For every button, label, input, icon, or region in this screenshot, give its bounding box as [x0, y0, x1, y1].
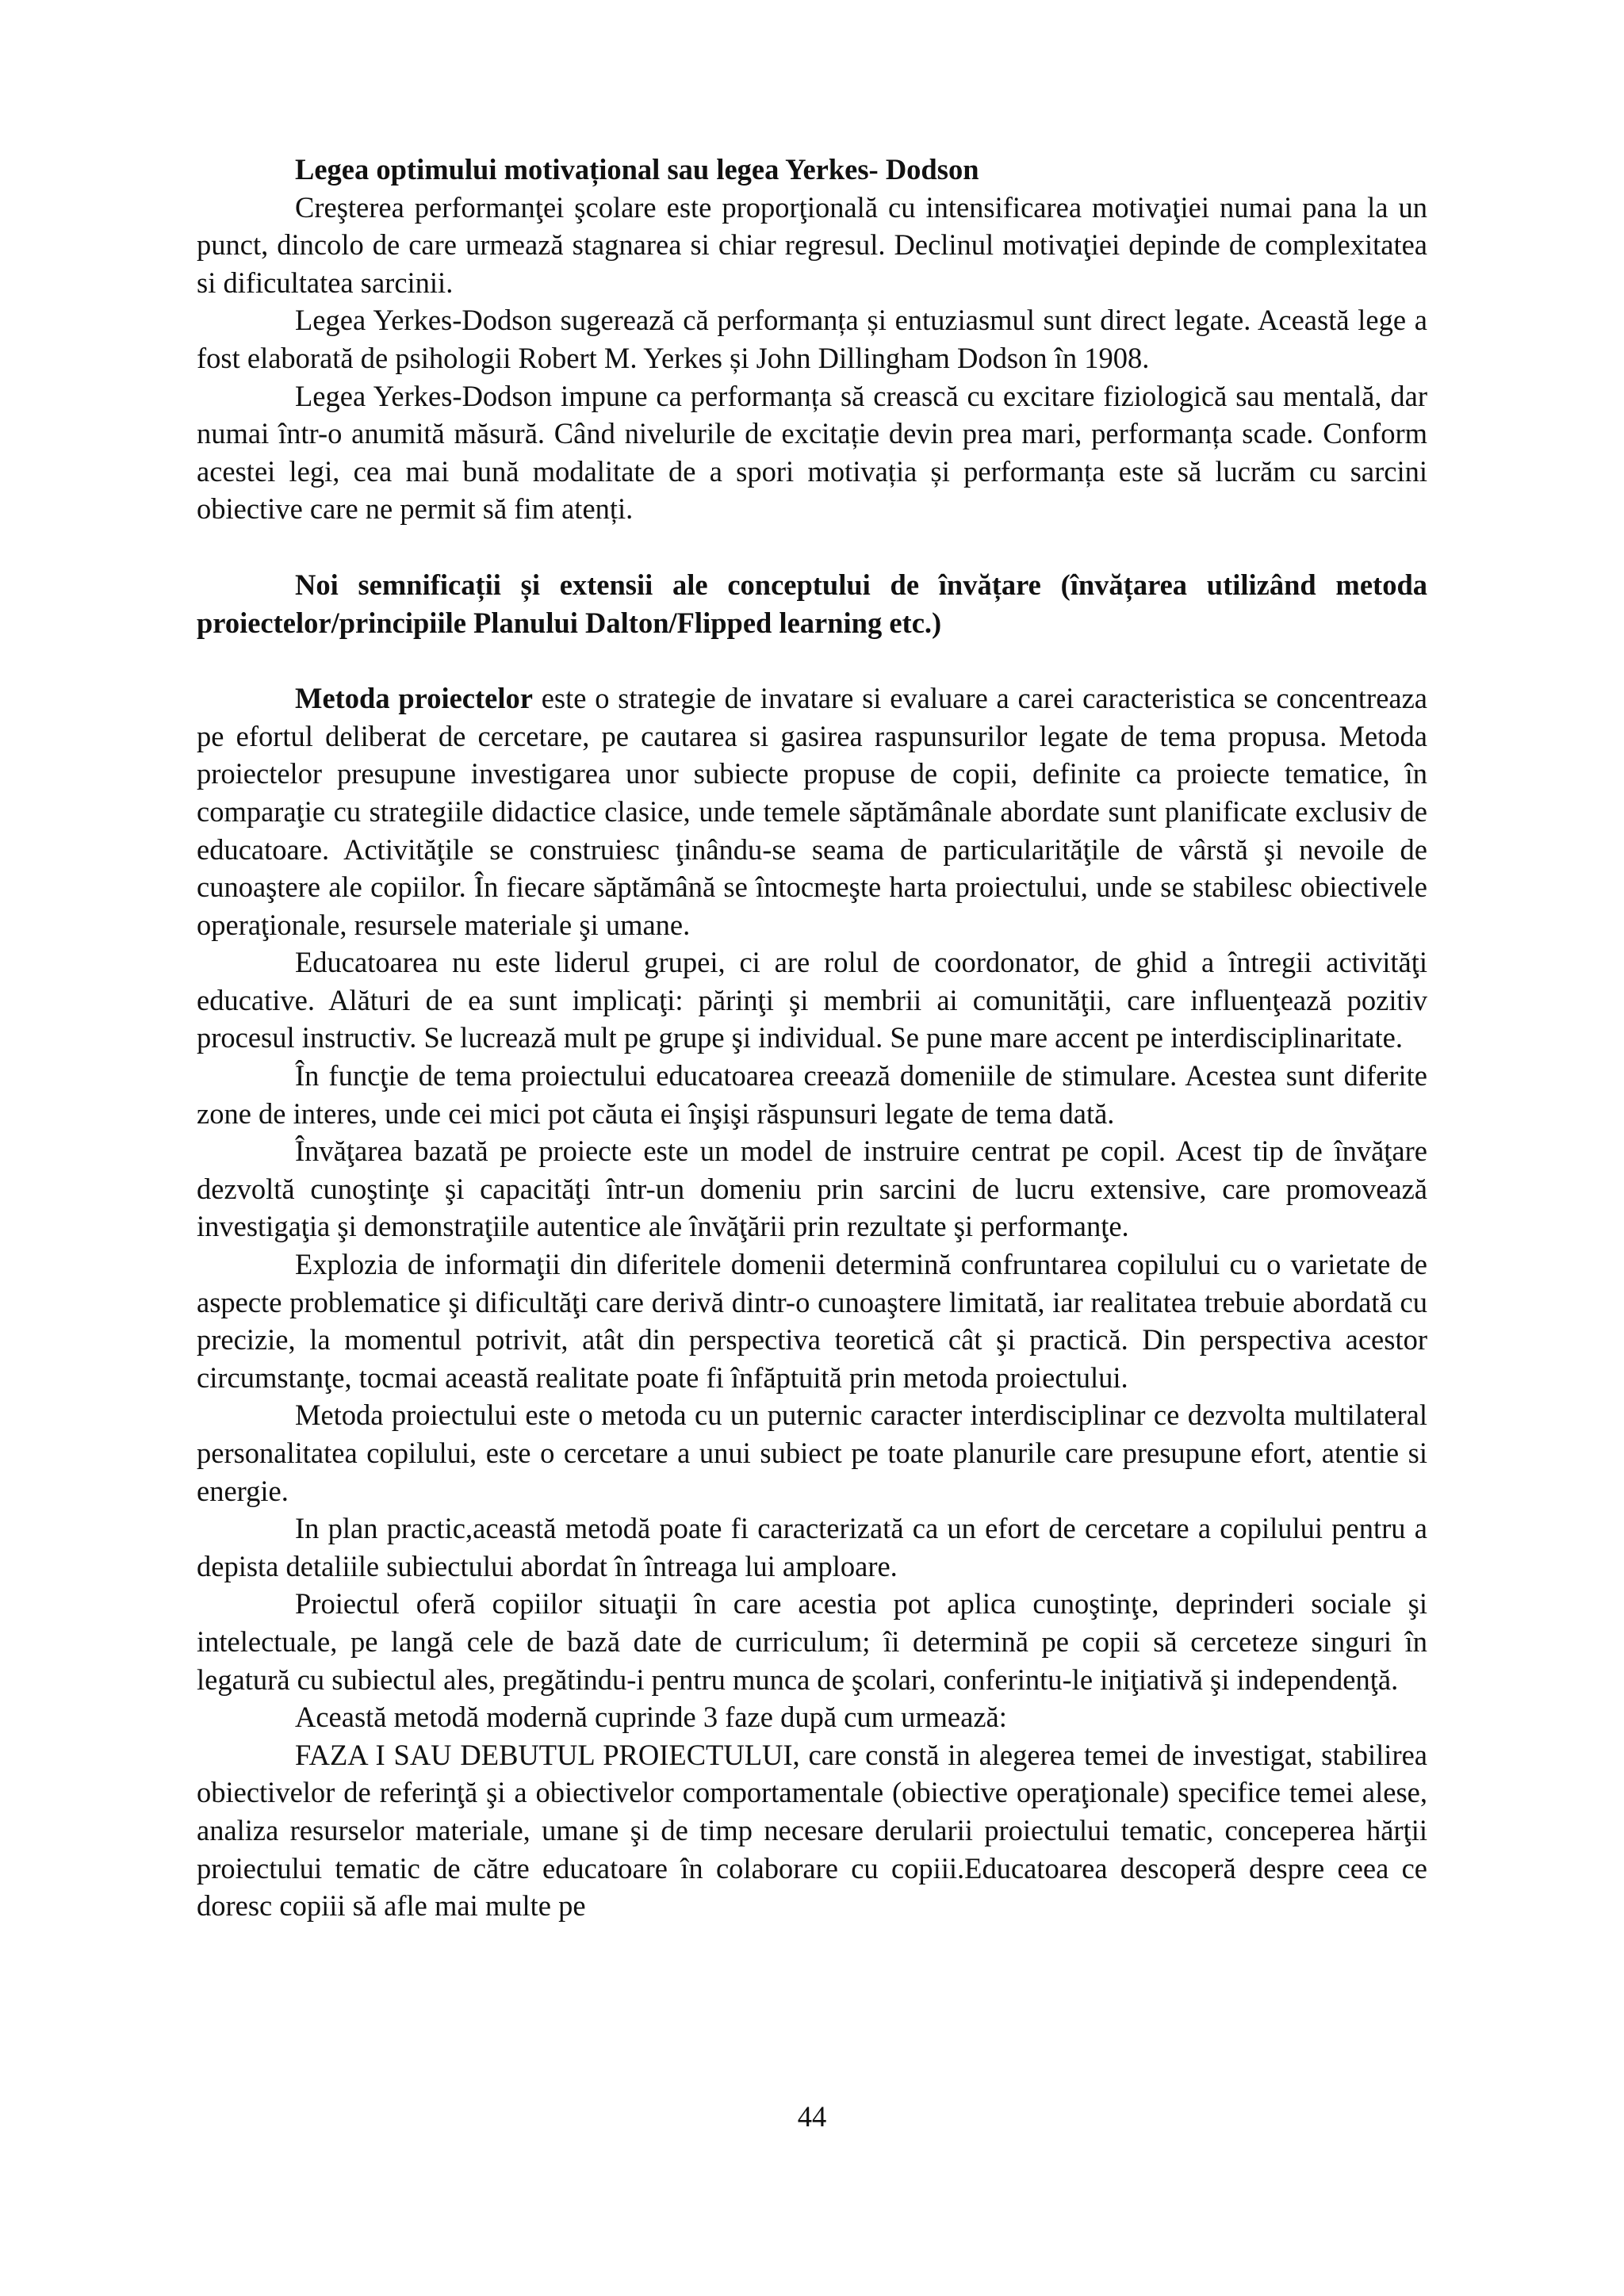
paragraph: În funcţie de tema proiectului educatoarea creează domeniile de stimulare. Acestea sunt diferite zone de interes, unde cei mici pot căuta ei înşişi răspunsuri legate de tema dată. — [197, 1059, 1427, 1130]
paragraph: Această metodă modernă cuprinde 3 faze după cum urmează: — [295, 1701, 1007, 1734]
paragraph: Proiectul oferă copiilor situaţii în care acestia pot aplica cunoştinţe, deprinderi sociale şi intelectuale, pe langă cele de bază date de curriculum; îi determină pe copii să cerceteze singuri în legatură cu subiectul ales, pregătindu-i pentru munca de şcolari, conferintu-le iniţiativă şi independenţă. — [197, 1587, 1427, 1696]
paragraph: Educatoarea nu este liderul grupei, ci are rolul de coordonator, de ghid a întregii activităţi educative. Alături de ea sunt implicaţi: părinţi şi membrii ai comunităţii, care influenţează pozitiv procesul instructiv. Se lucrează mult pe grupe şi individual. Se pune mare accent pe interdisciplinaritate. — [197, 946, 1427, 1054]
paragraph: Metoda proiectului este o metoda cu un puternic caracter interdisciplinar ce dezvolta multilateral personalitatea copilului, este o cercetare a unui subiect pe toate planurile care presupune efort, atentie si energie. — [197, 1399, 1427, 1507]
paragraph: Legea Yerkes-Dodson impune ca performanța să crească cu excitare fiziologică sau mentală, dar numai într-o anumită măsură. Când nivelurile de excitație devin prea mari, performanța scade. Conform acestei legi, cea mai bună modalitate de a spori motivația și performanța este să lucrăm cu sarcini obiective care ne permit să fim atenți. — [197, 379, 1427, 526]
paragraph: Explozia de informaţii din diferitele domenii determină confruntarea copilului cu o varietate de aspecte problematice şi dificultăţi care derivă dintr-o cunoaştere limitată, iar realitatea trebuie abordată cu precizie, la momentul potrivit, atât din perspectiva teoretică cât şi practică. Din perspectiva acestor circumstanţe, tocmai această realitate poate fi înfăptuită prin metoda proiectului. — [197, 1248, 1427, 1394]
paragraph-text: este o strategie de invatare si evaluare a carei caracteristica se concentreaza pe efortul deliberat de cercetare, pe cautarea si gasirea raspunsurilor legate de tema propusa. Metoda proiectelor presupune investigarea unor subiecte propuse de copii, definite ca proiecte tematice, în comparaţie cu strategiile didactice clasice, unde temele săptămânale abordate sunt planificate exclusiv de educatoare. Activităţile se construiesc ţinându-se seama de particularităţile de vârstă şi nevoile de cunoaştere ale copiilor. În fiecare săptămână se întocmeşte harta proiectului, unde se stabilesc obiectivele operaţionale, resursele materiale şi umane. — [197, 682, 1428, 941]
paragraph-project-method — [197, 679, 1427, 943]
bold-term: Metoda proiectelor — [295, 682, 533, 715]
paragraph: Creşterea performanţei şcolare este proporţională cu intensificarea motivaţiei numai pana la un punct, dincolo de care urmează stagnarea si chiar regresul. Declinul motivaţiei depinde de complexitatea si dificultatea sarcinii. — [197, 190, 1427, 299]
paragraph: Învăţarea bazată pe proiecte este un model de instruire centrat pe copil. Acest tip de învăţare dezvoltă cunoştinţe şi capacităţi într-un domeniu prin sarcini de lucru extensive, care promovează investigaţia şi demonstraţiile autentice ale învăţării prin rezultate şi performanţe. — [197, 1135, 1427, 1243]
paragraph: In plan practic,această metodă poate fi caracterizată ca un efort de cercetare a copilului pentru a depista detaliile subiectului abordat în întreaga lui amploare. — [197, 1512, 1427, 1582]
paragraph: FAZA I SAU DEBUTUL PROIECTULUI, care constă in alegerea temei de investigat, stabilirea obiectivelor de referinţă şi a obiectivelor comportamentale (obiective operaţionale) specifice temei alese, analiza resurselor materiale, umane şi de timp necesare derularii proiectului tematic, conceperea hărţii proiectului tematic de către educatoare în colaborare cu copiii.Educatoarea descoperă despre ceea ce doresc copiii să afle mai multe pe — [197, 1738, 1427, 1923]
section-heading-yerkes-dodson: Legea optimului motivațional sau legea Yerkes- Dodson — [295, 153, 979, 186]
paragraph: Legea Yerkes-Dodson sugerează că performanța și entuziasmul sunt direct legate. Această lege a fost elaborată de psihologii Robert M. Yerkes și John Dillingham Dodson în 1908. — [197, 304, 1427, 374]
document-page — [197, 151, 1427, 1925]
page-number: 44 — [797, 2100, 827, 2133]
section-heading-learning-concepts: Noi semnificații și extensii ale conceptului de învățare (învățarea utilizând metoda proiectelor/principiile Planului Dalton/Flipped learning etc.) — [197, 568, 1427, 639]
